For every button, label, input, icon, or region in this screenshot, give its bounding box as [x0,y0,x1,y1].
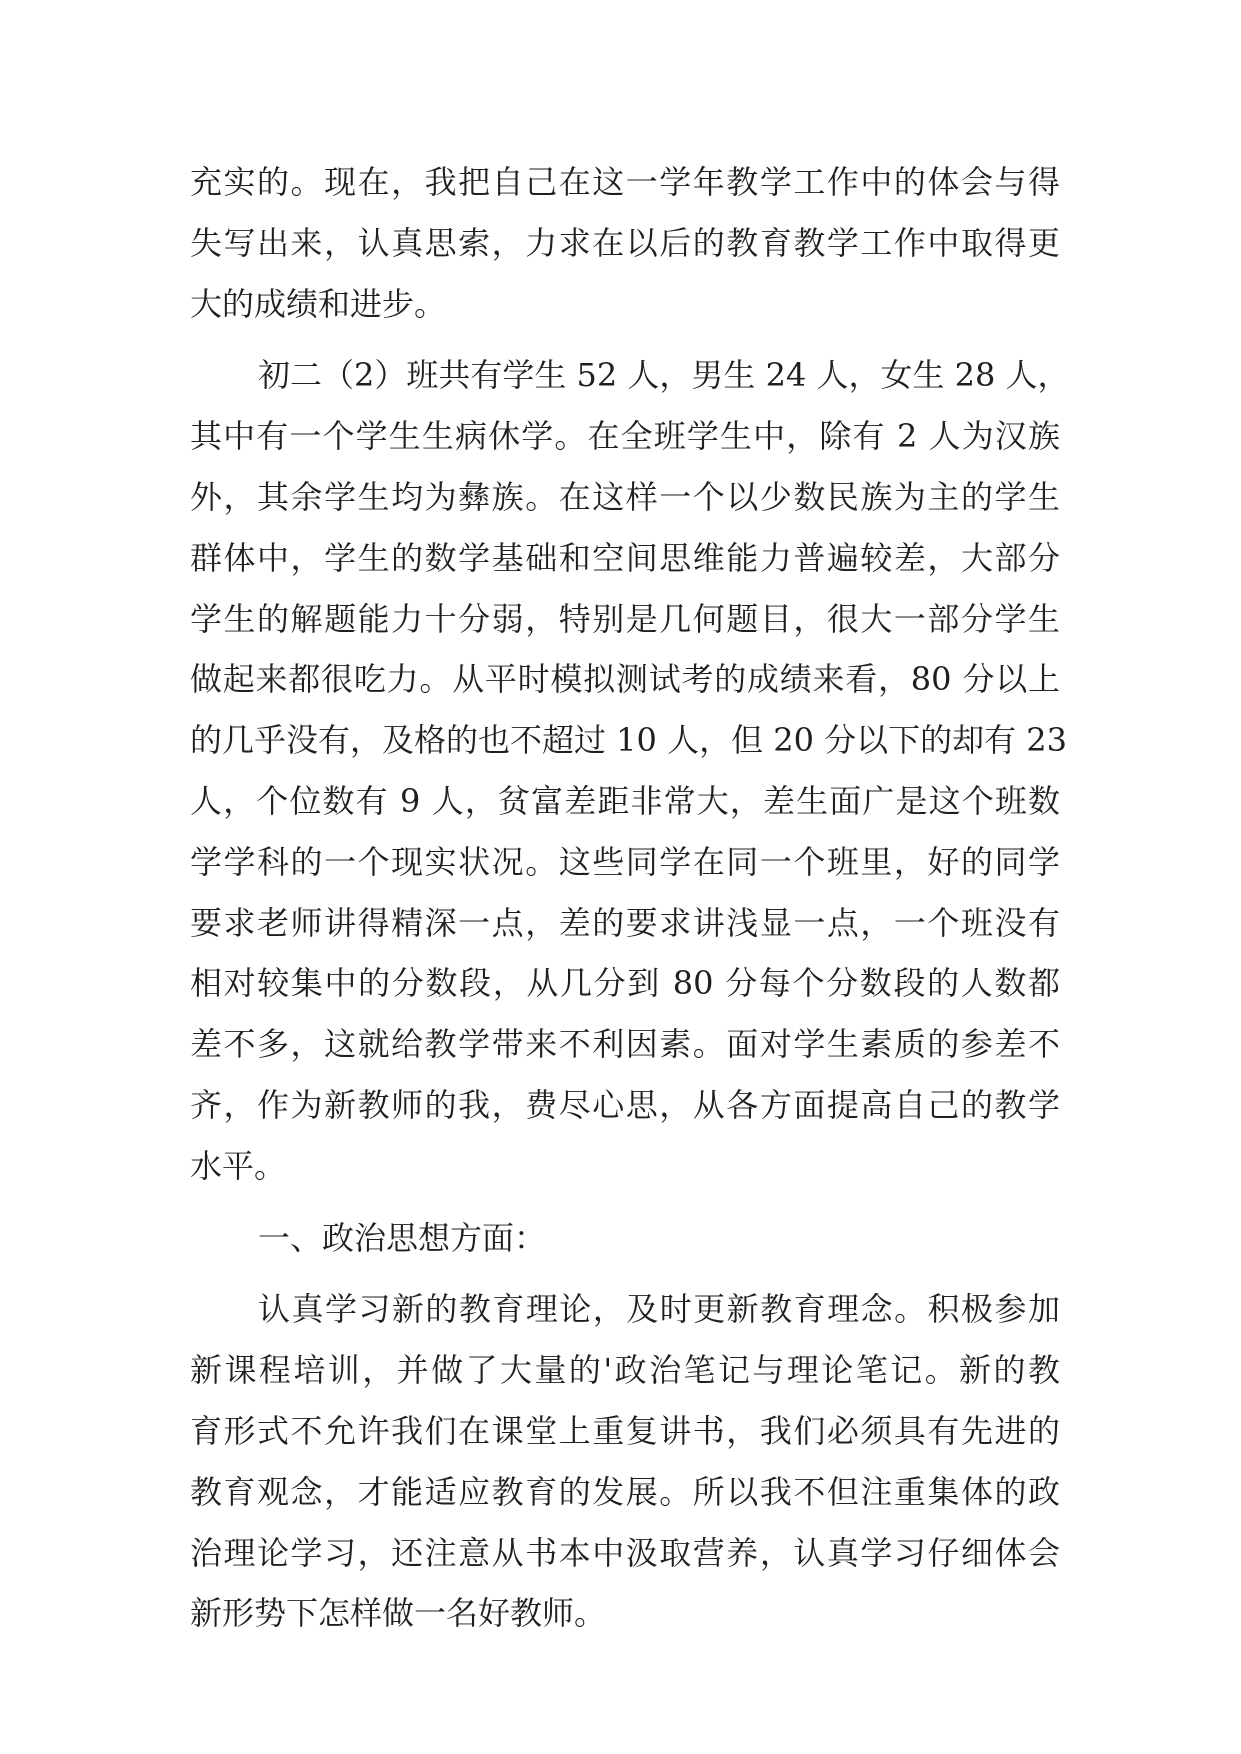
document-body [190,152,1070,1644]
heading-line: 一、政治思想方面： [258,1218,547,1257]
section-heading [190,1208,1060,1269]
text-line: 群体中，学生的数学基础和空间思维能力普遍较差，大部分 [190,538,1060,577]
text-line: 水平。 [190,1146,287,1185]
text-line: 的几乎没有，及格的也不超过 10 人，但 20 分以下的却有 23 [190,721,1068,760]
text-line: 新课程培训，并做了大量的'政治笔记与理论笔记。新的教 [190,1351,1060,1390]
text-line: 大的成绩和进步。 [190,284,447,323]
text-line: 相对较集中的分数段，从几分到 80 分每个分数段的人数都 [190,964,1060,1003]
text-line: 初二（2）班共有学生 52 人，男生 24 人，女生 28 人， [258,356,1070,395]
paragraph-3 [190,1279,1060,1644]
paragraph-1 [190,152,1060,334]
text-line: 差不多，这就给教学带来不利因素。面对学生素质的参差不 [190,1025,1060,1064]
text-line: 学学科的一个现实状况。这些同学在同一个班里，好的同学 [190,842,1060,881]
text-line: 育形式不允许我们在课堂上重复讲书，我们必须具有先进的 [190,1411,1060,1450]
text-line: 学生的解题能力十分弱，特别是几何题目，很大一部分学生 [190,599,1060,638]
text-line: 失写出来，认真思索，力求在以后的教育教学工作中取得更 [190,223,1060,262]
text-line: 认真学习新的教育理论，及时更新教育理念。积极参加 [258,1290,1060,1329]
text-line: 治理论学习，还注意从书本中汲取营养，认真学习仔细体会 [190,1533,1060,1572]
text-line: 外，其余学生均为彝族。在这样一个以少数民族为主的学生 [190,477,1060,516]
text-line: 人，个位数有 9 人，贫富差距非常大，差生面广是这个班数 [190,781,1060,820]
paragraph-2 [190,345,1070,1196]
text-line: 充实的。现在，我把自己在这一学年教学工作中的体会与得 [190,163,1060,201]
text-line: 做起来都很吃力。从平时模拟测试考的成绩来看，80 分以上 [190,660,1060,699]
text-line: 其中有一个学生生病休学。在全班学生中，除有 2 人为汉族 [190,417,1060,456]
text-line: 教育观念，才能适应教育的发展。所以我不但注重集体的政 [190,1472,1060,1511]
text-line: 新形势下怎样做一名好教师。 [190,1594,607,1633]
text-line: 齐，作为新教师的我，费尽心思，从各方面提高自己的教学 [190,1085,1060,1124]
text-line: 要求老师讲得精深一点，差的要求讲浅显一点，一个班没有 [190,903,1060,942]
